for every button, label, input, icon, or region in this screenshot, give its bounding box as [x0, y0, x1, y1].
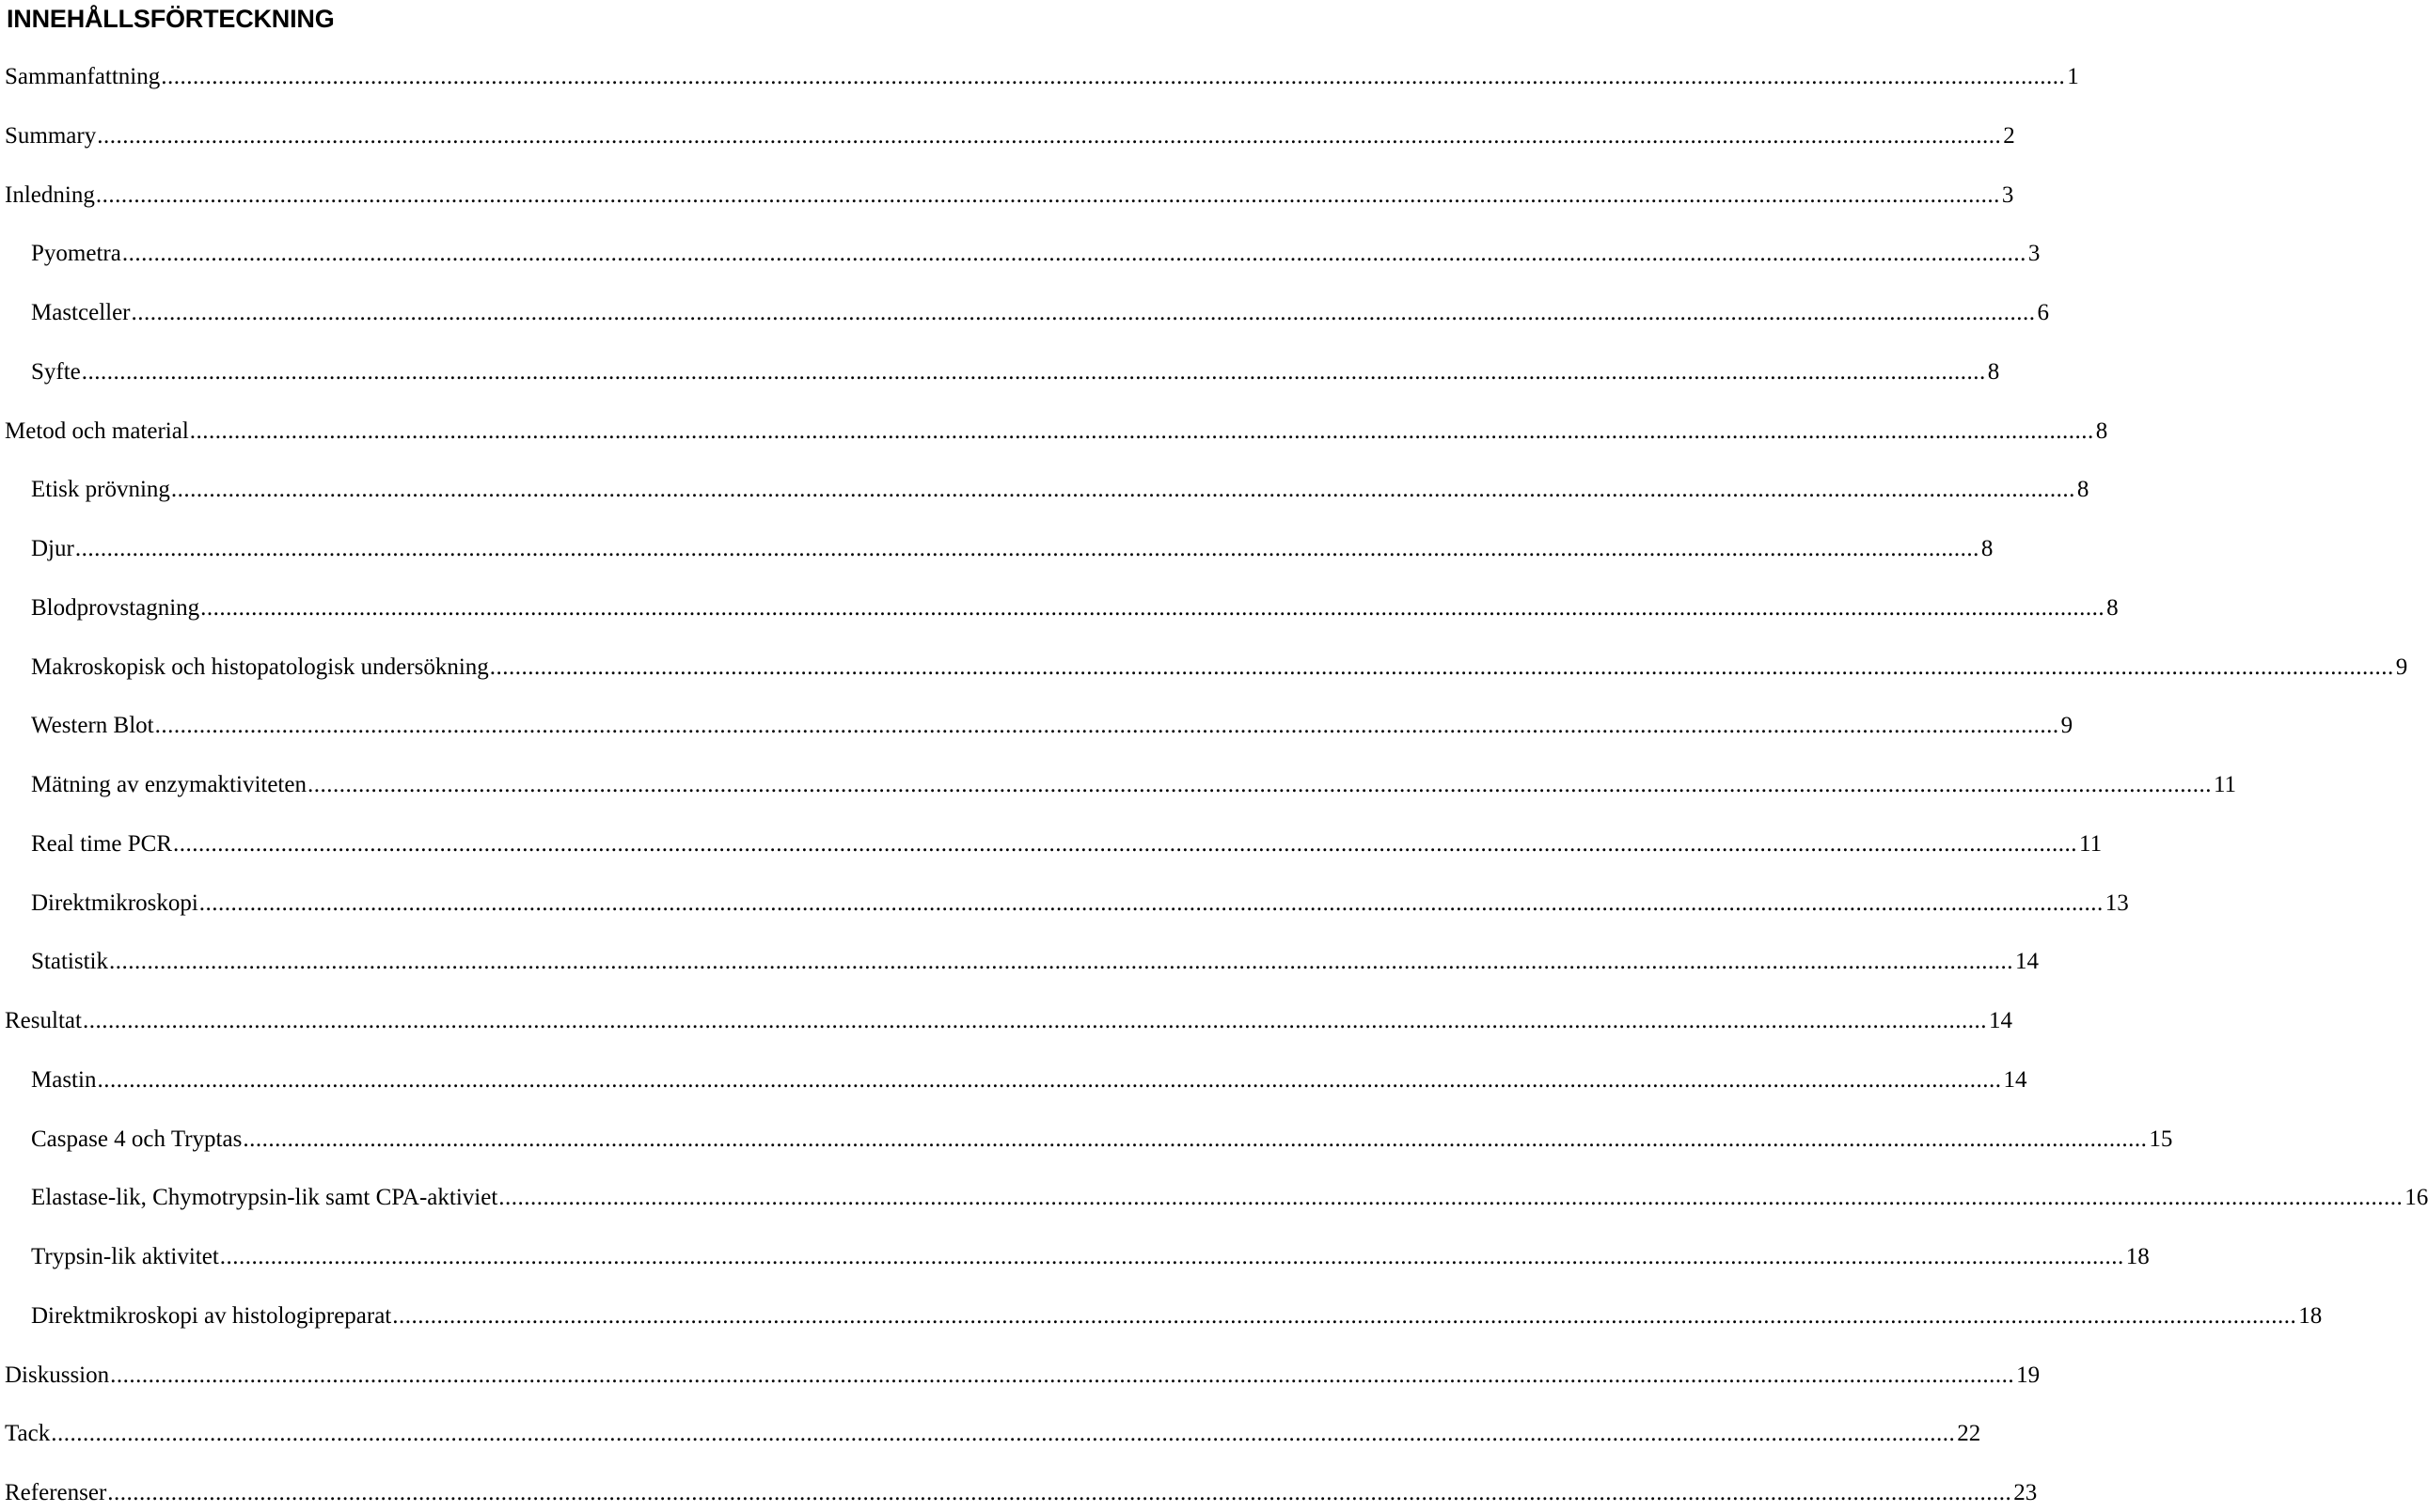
- toc-entry[interactable]: [5, 1357, 2041, 1394]
- toc-dot-leader: ............................................................................................................................................................................................................................................................................................................: [198, 890, 2104, 916]
- toc-entry-page-number: 11: [2079, 830, 2103, 857]
- toc-entry[interactable]: [31, 235, 2041, 273]
- toc-entry[interactable]: [31, 1238, 2150, 1276]
- toc-entry[interactable]: [31, 766, 2237, 804]
- toc-entry[interactable]: [31, 649, 2408, 686]
- toc-entry-page-number: 8: [2076, 477, 2089, 503]
- toc-entry-title: Sammanfattning: [5, 64, 161, 89]
- toc-entry-title: Summary: [5, 122, 97, 149]
- toc-entry-title: Blodprovstagning: [31, 594, 200, 621]
- toc-entry-page-number: 14: [1988, 1008, 2012, 1033]
- toc-entry-page-number: 8: [2106, 594, 2119, 621]
- toc-entry-title: Pyometra: [31, 241, 121, 267]
- toc-dot-leader: ............................................................................................................................................................................................................................................................................................................: [110, 1362, 2015, 1388]
- toc-dot-leader: ............................................................................................................................................................................................................................................................................................................: [107, 1480, 2012, 1505]
- toc-entry-title: Direktmikroskopi av histologipreparat: [31, 1302, 392, 1329]
- toc-entry-title: Referenser: [5, 1480, 107, 1505]
- toc-entry-title: Metod och material: [5, 417, 189, 444]
- toc-dot-leader: ............................................................................................................................................................................................................................................................................................................: [81, 358, 1986, 385]
- toc-dot-leader: ............................................................................................................................................................................................................................................................................................................: [74, 536, 1979, 561]
- toc-dot-leader: ............................................................................................................................................................................................................................................................................................................: [154, 713, 2059, 739]
- toc-entry-title: Western Blot: [31, 713, 154, 739]
- toc-entry-title: Mätning av enzymaktiviteten: [31, 772, 307, 797]
- toc-entry-title: Inledning: [5, 181, 95, 208]
- toc-entry-title: Trypsin-lik aktivitet: [31, 1244, 219, 1269]
- toc-entry-title: Statistik: [31, 949, 108, 975]
- toc-dot-leader: ............................................................................................................................................................................................................................................................................................................: [97, 122, 2002, 149]
- toc-entry-page-number: 11: [2213, 772, 2237, 797]
- toc-entry-title: Mastin: [31, 1066, 97, 1093]
- toc-dot-leader: ............................................................................................................................................................................................................................................................................................................: [498, 1185, 2404, 1211]
- toc-entry-title: Makroskopisk och histopatologisk undersökning: [31, 654, 489, 680]
- toc-entry-title: Djur: [31, 536, 74, 561]
- toc-entry-page-number: 6: [2037, 300, 2050, 325]
- toc-dot-leader: ............................................................................................................................................................................................................................................................................................................: [200, 594, 2105, 621]
- toc-entry-title: Etisk prövning: [31, 477, 170, 503]
- toc-entry-page-number: 23: [2013, 1480, 2038, 1505]
- toc-entry[interactable]: [5, 1002, 2012, 1040]
- toc-heading: INNEHÅLLSFÖRTECKNING: [7, 5, 335, 33]
- toc-entry-page-number: 16: [2404, 1185, 2428, 1211]
- toc-entry[interactable]: [5, 177, 2014, 214]
- toc-entry[interactable]: [31, 885, 2129, 922]
- toc-entry[interactable]: [31, 1179, 2428, 1217]
- toc-dot-leader: ............................................................................................................................................................................................................................................................................................................: [108, 949, 2013, 975]
- toc-entry[interactable]: [31, 294, 2050, 332]
- toc-entry-title: Elastase-lik, Chymotrypsin-lik samt CPA-aktiviet: [31, 1185, 498, 1211]
- toc-dot-leader: ............................................................................................................................................................................................................................................................................................................: [173, 830, 2077, 857]
- toc-entry-page-number: 3: [2027, 241, 2041, 267]
- toc-entry[interactable]: [31, 590, 2119, 627]
- toc-entry-page-number: 8: [2095, 417, 2108, 444]
- toc-entry-page-number: 22: [1957, 1421, 1981, 1447]
- toc-entry-title: Diskussion: [5, 1362, 110, 1388]
- toc-dot-leader: ............................................................................................................................................................................................................................................................................................................: [392, 1302, 2297, 1329]
- toc-entry[interactable]: [31, 1121, 2173, 1158]
- toc-entry-title: Caspase 4 och Tryptas: [31, 1126, 243, 1152]
- toc-dot-leader: ............................................................................................................................................................................................................................................................................................................: [307, 772, 2212, 797]
- toc-entry-page-number: 14: [2014, 949, 2039, 975]
- toc-dot-leader: ............................................................................................................................................................................................................................................................................................................: [121, 241, 2026, 267]
- toc-entry[interactable]: [5, 118, 2015, 155]
- toc-entry-page-number: 2: [2003, 122, 2015, 149]
- toc-entry-page-number: 8: [1980, 536, 1994, 561]
- toc-entry[interactable]: [5, 413, 2108, 450]
- toc-dot-leader: ............................................................................................................................................................................................................................................................................................................: [489, 654, 2394, 680]
- toc-entry-title: Mastceller: [31, 300, 131, 325]
- toc-entry-title: Syfte: [31, 358, 81, 385]
- toc-dot-leader: ............................................................................................................................................................................................................................................................................................................: [189, 417, 2094, 444]
- toc-dot-leader: ............................................................................................................................................................................................................................................................................................................: [161, 64, 2066, 89]
- toc-entry-page-number: 3: [2001, 181, 2014, 208]
- toc-dot-leader: ............................................................................................................................................................................................................................................................................................................: [219, 1244, 2124, 1269]
- toc-dot-leader: ............................................................................................................................................................................................................................................................................................................: [51, 1421, 1956, 1447]
- toc-entry[interactable]: [31, 1062, 2027, 1099]
- toc-entry-title: Direktmikroskopi: [31, 890, 198, 916]
- toc-entry-page-number: 18: [2298, 1302, 2323, 1329]
- toc-entry-page-number: 14: [2003, 1066, 2027, 1093]
- toc-entry[interactable]: [31, 826, 2103, 863]
- toc-entry[interactable]: [5, 1415, 1981, 1453]
- toc-entry[interactable]: [31, 530, 1994, 568]
- toc-entry-page-number: 9: [2060, 713, 2073, 739]
- toc-entry-page-number: 19: [2016, 1362, 2041, 1388]
- toc-dot-leader: ............................................................................................................................................................................................................................................................................................................: [131, 300, 2036, 325]
- toc-dot-leader: ............................................................................................................................................................................................................................................................................................................: [82, 1008, 1987, 1033]
- toc-entry[interactable]: [5, 58, 2079, 96]
- toc-entry-title: Real time PCR: [31, 830, 172, 857]
- toc-entry-page-number: 13: [2105, 890, 2129, 916]
- toc-entry-page-number: 9: [2395, 654, 2408, 680]
- toc-entry[interactable]: [31, 354, 2000, 391]
- toc-entry[interactable]: [31, 707, 2073, 745]
- toc-dot-leader: ............................................................................................................................................................................................................................................................................................................: [95, 181, 2000, 208]
- toc-dot-leader: ............................................................................................................................................................................................................................................................................................................: [170, 477, 2075, 503]
- toc-entry-title: Resultat: [5, 1008, 82, 1033]
- toc-entry[interactable]: [31, 943, 2039, 981]
- toc-entry-page-number: 1: [2067, 64, 2079, 89]
- toc-dot-leader: ............................................................................................................................................................................................................................................................................................................: [243, 1126, 2148, 1152]
- toc-entry[interactable]: [31, 1298, 2323, 1335]
- toc-entry-title: Tack: [5, 1421, 51, 1447]
- toc-entry-page-number: 15: [2149, 1126, 2173, 1152]
- toc-entry-page-number: 8: [1987, 358, 2000, 385]
- toc-dot-leader: ............................................................................................................................................................................................................................................................................................................: [97, 1066, 2002, 1093]
- toc-entry-page-number: 18: [2125, 1244, 2150, 1269]
- toc-entry[interactable]: [5, 1474, 2038, 1512]
- toc-entry[interactable]: [31, 471, 2089, 509]
